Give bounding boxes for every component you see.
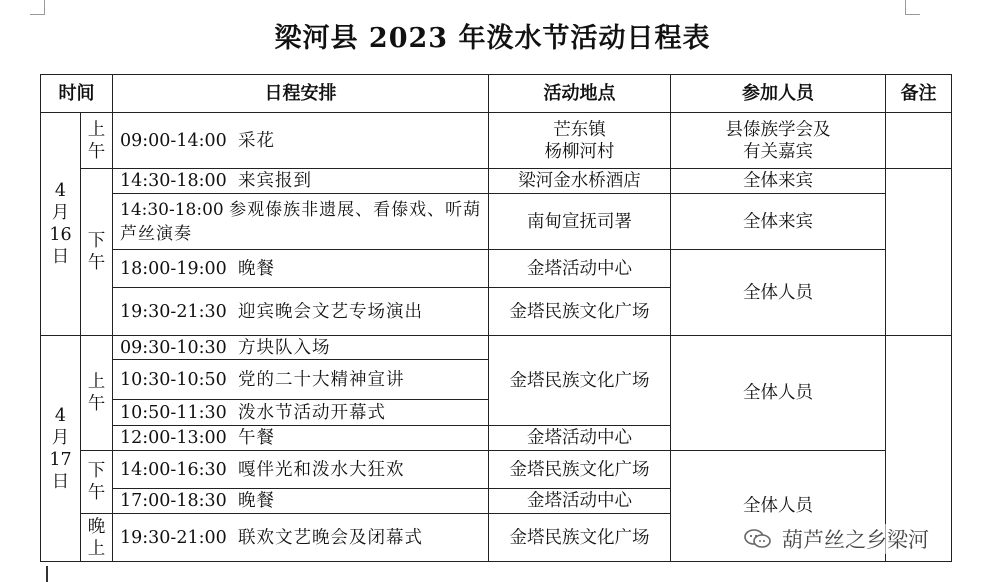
table-header-row — [41, 75, 952, 113]
schedule-cell: 09:00-14:00 采花 — [113, 113, 489, 169]
location-cell: 金塔活动中心 — [489, 426, 671, 451]
location-cell: 金塔民族文化广场 — [489, 514, 671, 562]
attendees-cell: 全体人员 — [671, 250, 886, 336]
schedule-cell: 14:00-16:30 嘎伴光和泼水大狂欢 — [113, 451, 489, 489]
location-cell: 金塔民族文化广场 — [489, 336, 671, 426]
location-cell: 金塔民族文化广场 — [489, 288, 671, 336]
header-location: 活动地点 — [489, 75, 671, 113]
table-row — [41, 451, 952, 489]
schedule-cell: 19:30-21:00 联欢文艺晚会及闭幕式 — [113, 514, 489, 562]
schedule-cell: 14:30-18:00 来宾报到 — [113, 169, 489, 194]
schedule-cell: 09:30-10:30 方块队入场 — [113, 336, 489, 360]
schedule-cell: 10:50-11:30 泼水节活动开幕式 — [113, 400, 489, 426]
location-cell: 芒东镇 杨柳河村 — [489, 113, 671, 169]
watermark — [744, 524, 929, 554]
schedule-cell: 14:30-18:00 参观傣族非遗展、看傣戏、听葫芦丝演奏 — [113, 194, 489, 250]
schedule-cell: 10:30-10:50 党的二十大精神宣讲 — [113, 360, 489, 400]
watermark-text: 葫芦丝之乡梁河 — [782, 528, 929, 552]
attendees-cell: 全体人员 — [671, 451, 886, 562]
schedule-cell: 19:30-21:30 迎宾晚会文艺专场演出 — [113, 288, 489, 336]
header-time: 时间 — [41, 75, 113, 113]
crop-mark-top-left — [30, 0, 45, 15]
day2-am-label: 上 午 — [81, 336, 113, 451]
table-row — [41, 336, 952, 360]
header-notes: 备注 — [886, 75, 952, 113]
day2-eve-label: 晚 上 — [81, 514, 113, 562]
text-cursor — [46, 566, 50, 582]
location-cell: 金塔民族文化广场 — [489, 451, 671, 489]
location-cell: 南甸宣抚司署 — [489, 194, 671, 250]
day1-pm-label: 下 午 — [81, 169, 113, 336]
day2-pm-label: 下 午 — [81, 451, 113, 514]
day1-date: 4 月 16 日 — [41, 113, 81, 336]
location-cell: 金塔活动中心 — [489, 489, 671, 514]
table-row — [41, 250, 952, 288]
attendees-cell: 全体来宾 — [671, 169, 886, 194]
attendees-cell: 全体来宾 — [671, 194, 886, 250]
schedule-cell: 17:00-18:30 晚餐 — [113, 489, 489, 514]
table-row — [41, 113, 952, 169]
day2-date: 4 月 17 日 — [41, 336, 81, 562]
page-title: 梁河县 2023 年泼水节活动日程表 — [274, 23, 711, 54]
day1-am-label: 上 午 — [81, 113, 113, 169]
notes-cell — [886, 169, 952, 336]
header-schedule: 日程安排 — [113, 75, 489, 113]
table-row — [41, 169, 952, 194]
table-row — [41, 194, 952, 250]
notes-cell — [886, 113, 952, 169]
attendees-cell: 全体人员 — [671, 336, 886, 451]
crop-mark-top-right — [905, 0, 920, 15]
schedule-cell: 18:00-19:00 晚餐 — [113, 250, 489, 288]
schedule-table — [40, 74, 952, 562]
wechat-icon — [744, 529, 772, 549]
attendees-cell: 县傣族学会及 有关嘉宾 — [671, 113, 886, 169]
header-attendees: 参加人员 — [671, 75, 886, 113]
location-cell: 金塔活动中心 — [489, 250, 671, 288]
location-cell: 梁河金水桥酒店 — [489, 169, 671, 194]
schedule-cell: 12:00-13:00 午餐 — [113, 426, 489, 451]
